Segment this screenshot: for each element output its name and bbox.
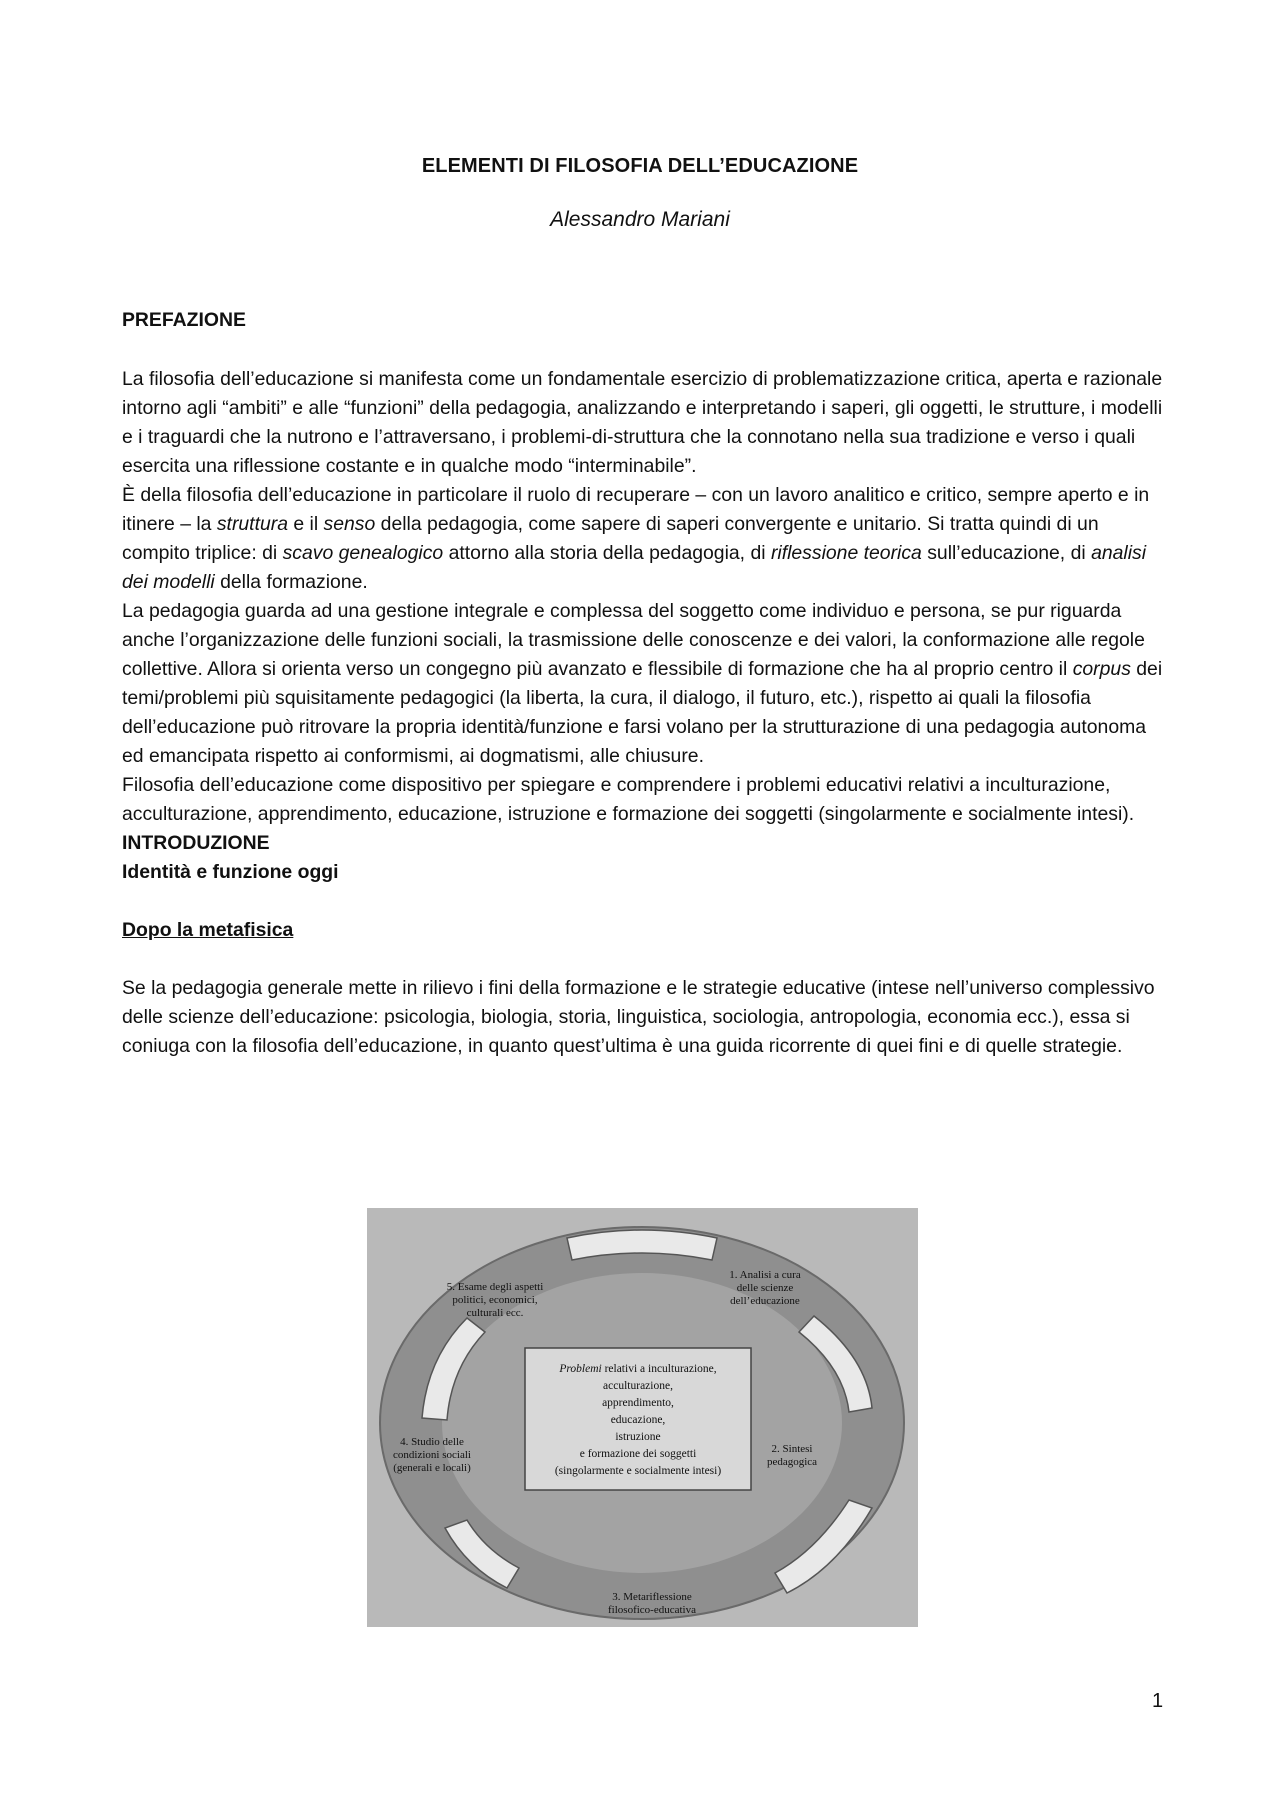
document-author: Alessandro Mariani	[550, 208, 730, 231]
diagram-label3: 3. Metariflessione filosofico-educativa	[608, 1591, 696, 1616]
introduzione-heading: INTRODUZIONE	[122, 832, 270, 854]
page-number: 1	[1152, 1690, 1164, 1712]
section-heading-dopo-la-metafisica: Dopo la metafisica	[122, 919, 294, 941]
introduzione-paragraph-1: Se la pedagogia generale mette in rilievo i fini della formazione e le strategie educative (intese nell’universo complessivo delle scienze dell’educazione: psicologia, biologia, storia, linguistica, sociologia, antropologia, economia ecc.), essa si coniuga con la filosofia dell’educazione, in quanto quest’ultima è una guida ricorrente di quei fini e di quelle strategie.	[122, 977, 1155, 1057]
diagram-figure	[367, 1208, 918, 1627]
diagram-label1: 1. Analisi a cura delle scienze dell’educazione	[729, 1269, 801, 1307]
prefazione-paragraph-2: È della filosofia dell’educazione in particolare il ruolo di recuperare – con un lavoro analitico e critico, sempre aperto e in itinere – la struttura e il senso della pedagogia, come sapere di saperi convergente e unitario. Si tratta quindi di un compito triplice: di scavo genealogico attorno alla storia della pedagogia, di riflessione teorica sull’educazione, di analisi dei modelli della formazione.	[122, 484, 1150, 593]
prefazione-paragraph-1: La filosofia dell’educazione si manifesta come un fondamentale esercizio di problematizzazione critica, aperta e razionale intorno agli “ambiti” e alle “funzioni” della pedagogia, analizzando e interpretando i saperi, gli oggetti, le strutture, i modelli e i traguardi che la nutrono e l’attraversano, i problemi-di-struttura che la connotano nella sua tradizione e verso i quali esercita una riflessione costante e in qualche modo “interminabile”.	[122, 368, 1163, 477]
diagram-label5: 5. Esame degli aspetti politici, economici, culturali ecc.	[446, 1281, 544, 1319]
introduzione-subheading: Identità e funzione oggi	[122, 861, 339, 883]
prefazione-heading: PREFAZIONE	[122, 309, 246, 331]
diagram-label2: 2. Sintesi pedagogica	[766, 1443, 818, 1468]
diagram-label4: 4. Studio delle condizioni sociali (generali e locali)	[393, 1436, 471, 1474]
prefazione-paragraph-3: La pedagogia guarda ad una gestione integrale e complessa del soggetto come individuo e persona, se pur riguarda anche l’organizzazione delle funzioni sociali, la trasmissione delle conoscenze e dei valori, la conformazione alle regole collettive. Allora si orienta verso un congegno più avanzato e flessibile di formazione che ha al proprio centro il corpus dei temi/problemi più squisitamente pedagogici (la liberta, la cura, il dialogo, il futuro, etc.), rispetto ai quali la filosofia dell’educazione può ritrovare la propria identità/funzione e farsi volano per la strutturazione di una pedagogia autonoma ed emancipata rispetto ai conformismi, ai dogmatismi, alle chiusure.	[122, 600, 1163, 767]
prefazione-paragraph-4: Filosofia dell’educazione come dispositivo per spiegare e comprendere i problemi educativi relativi a inculturazione, acculturazione, apprendimento, educazione, istruzione e formazione dei soggetti (singolarmente e socialmente intesi).	[122, 774, 1135, 825]
document-title: ELEMENTI DI FILOSOFIA DELL’EDUCAZIONE	[421, 155, 859, 177]
prefazione-body	[122, 365, 1168, 1061]
center-box-text: Problemi relativi a inculturazione, acculturazione, apprendimento, educazione, istruzione e formazione dei soggetti (singolarmente e socialmente intesi)	[554, 1363, 722, 1477]
